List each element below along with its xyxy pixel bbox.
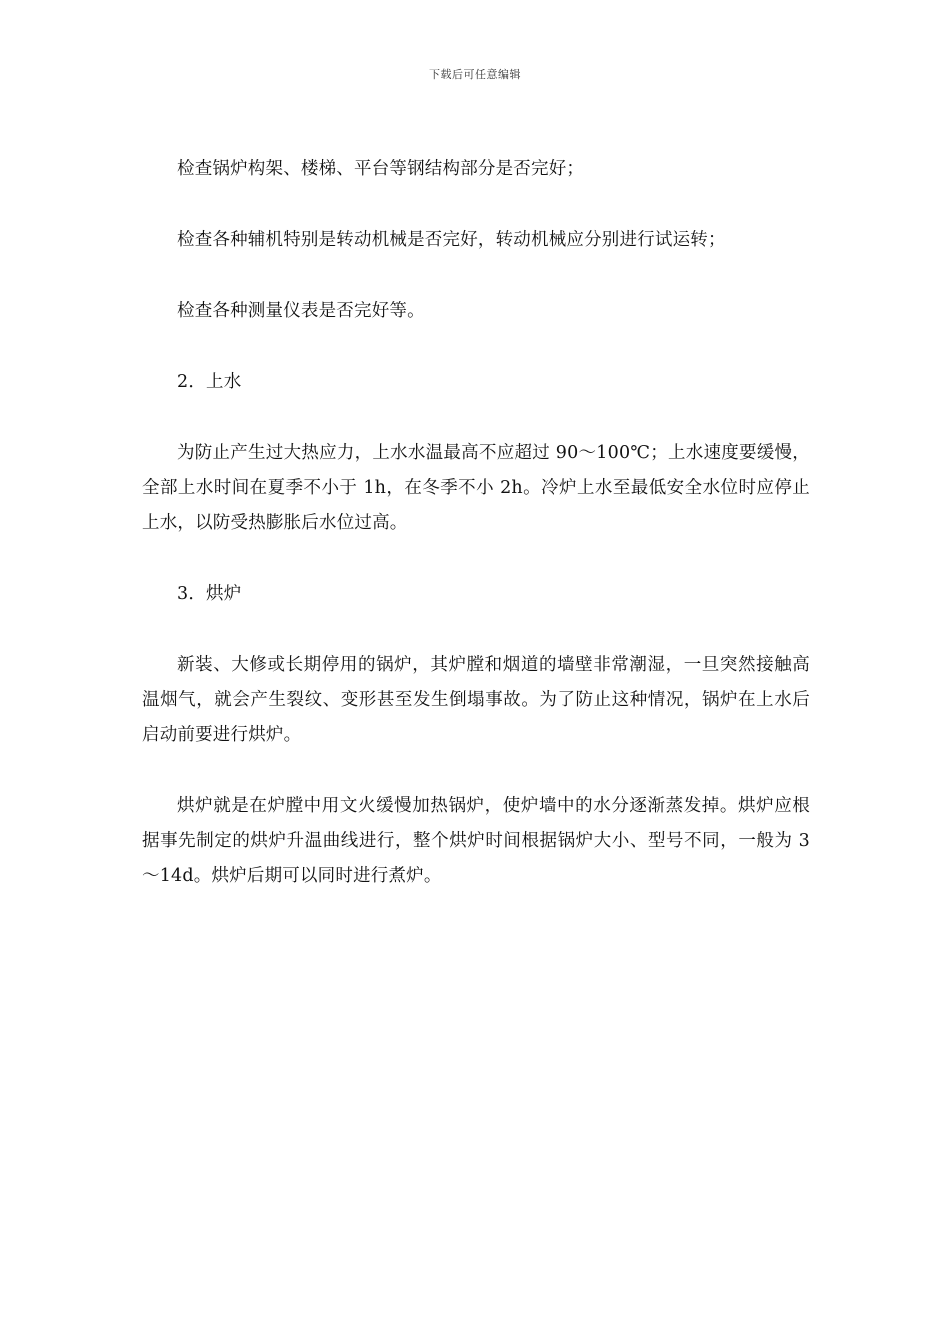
section-heading-furnace-drying: 3．烘炉 [177, 584, 242, 604]
page-header: 下载后可任意编辑 [429, 68, 521, 81]
paragraph-check-auxiliary-machines: 检查各种辅机特别是转动机械是否完好，转动机械应分别进行试运转； [177, 230, 726, 250]
paragraph-furnace-drying-reason: 新装、大修或长期停用的锅炉，其炉膛和烟道的墙壁非常潮湿，一旦突然接触高温烟气，就会产生裂纹、变形甚至发生倒塌事故。为了防止这种情况，锅炉在上水后启动前要进行烘炉。 [142, 655, 810, 745]
section-heading-water-filling: 2．上水 [177, 372, 242, 392]
paragraph-water-filling: 为防止产生过大热应力，上水水温最高不应超过 90～100℃；上水速度要缓慢，全部上水时间在夏季不小于 1h，在冬季不小 2h。冷炉上水至最低安全水位时应停止上水，以防受热膨胀后水位过高。 [142, 443, 810, 533]
paragraph-check-steel-structure: 检查锅炉构架、楼梯、平台等钢结构部分是否完好； [177, 159, 585, 179]
document-body [142, 152, 810, 930]
paragraph-furnace-drying-method: 烘炉就是在炉膛中用文火缓慢加热锅炉，使炉墙中的水分逐渐蒸发掉。烘炉应根据事先制定的烘炉升温曲线进行，整个烘炉时间根据锅炉大小、型号不同，一般为 3～14d。烘炉后期可以同时进行煮炉。 [142, 796, 810, 886]
paragraph-check-instruments: 检查各种测量仪表是否完好等。 [177, 301, 425, 321]
